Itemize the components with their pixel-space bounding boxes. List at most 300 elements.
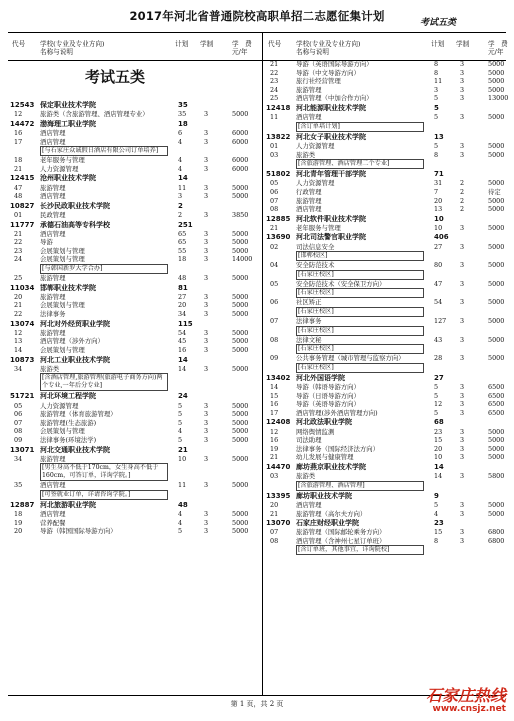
plan-cell: 2: [178, 201, 183, 210]
code-cell: 21: [14, 229, 23, 238]
major-note: [10, 490, 260, 500]
name-cell: 老年服务与管理: [296, 223, 341, 232]
major-row: [10, 510, 260, 519]
fee-cell: 6000: [232, 164, 249, 173]
code-cell: 21: [14, 301, 23, 310]
name-cell: 酒店管理: [40, 137, 66, 146]
plan-cell: 81: [178, 283, 188, 292]
years-cell: 3: [460, 436, 465, 445]
name-cell: 河北旅游职业学院: [40, 500, 96, 509]
code-cell: 11: [270, 113, 279, 122]
plan-cell: 10: [434, 223, 443, 232]
major-note: [10, 146, 260, 156]
major-row: [10, 274, 260, 283]
years-cell: 3: [460, 383, 465, 391]
name-cell: 酒店管理: [40, 229, 66, 238]
school-row: [10, 119, 260, 129]
school-row: [266, 132, 514, 142]
name-cell: 旅行社经营管理: [296, 77, 341, 86]
fee-cell: 5000: [488, 298, 505, 307]
fee-cell: 5800: [488, 472, 505, 481]
major-row: [266, 69, 514, 78]
years-cell: 3: [204, 156, 209, 165]
name-cell: 会展策划与管理: [40, 346, 85, 354]
plan-cell: 11: [434, 77, 443, 86]
major-note: [10, 463, 260, 481]
code-cell: 12543: [10, 101, 35, 109]
plan-cell: 35: [178, 101, 188, 109]
major-row: [266, 453, 514, 462]
name-cell: 旅游管理: [40, 183, 66, 192]
left-header: [10, 38, 260, 60]
major-row: [266, 261, 514, 270]
school-row: [10, 445, 260, 455]
years-cell: 3: [460, 453, 465, 462]
name-cell: 酒店管理（涉外方向）: [40, 337, 104, 346]
fee-cell: 6800: [488, 536, 505, 545]
name-cell: 旅游管理: [40, 274, 66, 283]
major-row: [266, 298, 514, 307]
code-cell: 11034: [10, 283, 35, 292]
code-cell: 19: [14, 518, 23, 527]
fee-cell: 5000: [488, 317, 505, 326]
name-cell: 导游（韩语导游方向）: [296, 383, 360, 391]
code-cell: 10873: [10, 355, 35, 364]
plan-cell: 11: [178, 183, 187, 192]
name-cell: 河北女子职业技术学院: [296, 132, 366, 141]
code-cell: 20: [14, 527, 23, 536]
name-cell: 法律事务: [40, 310, 66, 319]
plan-cell: 5: [178, 435, 183, 444]
major-note: [266, 326, 514, 336]
major-row: [266, 94, 514, 103]
years-cell: 3: [460, 60, 465, 68]
major-row: [266, 179, 514, 188]
fee-cell: 5000: [488, 453, 505, 462]
major-note: [266, 344, 514, 354]
years-cell: 3: [204, 301, 209, 310]
major-row: [266, 392, 514, 401]
fee-cell: 5000: [488, 85, 505, 94]
code-cell: 05: [270, 279, 279, 288]
note-text: [石家庄校区]: [296, 288, 424, 298]
major-note: [10, 373, 260, 391]
note-text: [石家庄校区]: [296, 344, 424, 354]
name-cell: 法律文秘: [296, 335, 322, 344]
code-cell: 13402: [266, 373, 291, 382]
fee-cell: 5000: [488, 205, 505, 214]
plan-cell: 48: [178, 274, 187, 283]
left-column: [10, 38, 260, 536]
major-row: [10, 427, 260, 436]
school-row: [10, 391, 260, 401]
major-note: [266, 545, 514, 555]
years-cell: 3: [460, 536, 465, 545]
header-major-sub: 名称与说明: [296, 48, 329, 56]
plan-cell: 3: [178, 192, 183, 201]
plan-cell: 10: [434, 453, 443, 462]
plan-cell: 65: [178, 238, 187, 247]
name-cell: 承德石油高等专科学校: [40, 220, 110, 229]
plan-cell: 13: [434, 132, 444, 141]
fee-cell: 5000: [232, 274, 249, 283]
fee-cell: 5000: [232, 292, 249, 301]
years-cell: 3: [204, 110, 209, 119]
plan-cell: 5: [178, 527, 183, 536]
years-cell: 3: [204, 518, 209, 527]
name-cell: 旅游类: [296, 150, 316, 159]
fee-cell: 6800: [488, 528, 505, 537]
fee-cell: 5000: [232, 301, 249, 310]
name-cell: 司法信息安全: [296, 242, 335, 251]
header-fee-unit: 元/年: [232, 48, 248, 56]
plan-cell: 2: [178, 210, 183, 219]
name-cell: 社区矫正: [296, 298, 322, 307]
code-cell: 21: [270, 509, 279, 518]
fee-cell: 6500: [488, 400, 505, 409]
code-cell: 34: [14, 454, 23, 463]
name-cell: 酒店管理（含神州七星订单班）: [296, 536, 386, 545]
major-note: [266, 481, 514, 491]
major-row: [10, 238, 260, 247]
code-cell: 16: [270, 400, 279, 409]
years-cell: 3: [460, 472, 465, 481]
fee-cell: 6000: [232, 156, 249, 165]
code-cell: 06: [270, 187, 279, 196]
code-cell: 07: [270, 317, 279, 326]
major-row: [266, 472, 514, 481]
name-cell: 导游（日语导游方向）: [296, 391, 360, 400]
code-cell: 15: [270, 391, 279, 400]
column-divider: [262, 32, 263, 695]
name-cell: 老年服务与管理: [40, 156, 85, 165]
code-cell: 12408: [266, 418, 291, 427]
years-cell: 3: [460, 354, 465, 363]
fee-cell: 5000: [488, 261, 505, 270]
major-row: [10, 402, 260, 411]
plan-cell: 4: [178, 427, 183, 436]
plan-cell: 115: [178, 319, 193, 328]
fee-cell: 6500: [488, 408, 505, 417]
plan-cell: 15: [434, 436, 443, 445]
plan-cell: 23: [434, 519, 444, 528]
years-cell: 3: [460, 94, 465, 103]
code-cell: 14470: [266, 462, 291, 471]
note-text: [石家庄校区]: [296, 270, 424, 280]
code-cell: 05: [14, 401, 23, 410]
fee-cell: 5000: [488, 335, 505, 344]
plan-cell: 4: [434, 509, 439, 518]
plan-cell: 10: [178, 454, 187, 463]
years-cell: 3: [204, 229, 209, 238]
plan-cell: 21: [178, 445, 188, 454]
plan-cell: 35: [178, 110, 187, 119]
school-row: [10, 201, 260, 211]
note-text: [石家庄校区]: [296, 363, 424, 373]
school-row: [266, 417, 514, 427]
header-plan: 计划: [431, 40, 445, 48]
years-cell: 3: [460, 317, 465, 326]
school-row: [10, 319, 260, 329]
major-row: [10, 527, 260, 536]
plan-cell: 18: [178, 255, 187, 264]
fee-cell: 5000: [232, 435, 249, 444]
name-cell: 酒店管理(涉外酒店管理方向): [296, 408, 378, 417]
code-cell: 08: [270, 335, 279, 344]
code-cell: 18: [14, 156, 23, 165]
major-row: [266, 151, 514, 160]
right-header: [266, 38, 514, 60]
major-row: [10, 192, 260, 201]
name-cell: 酒店管理: [40, 128, 66, 137]
major-row: [266, 501, 514, 510]
major-row: [266, 528, 514, 537]
major-row: [10, 481, 260, 490]
page-footer: 第 1 页，共 2 页: [230, 700, 284, 708]
note-text: [含订单班，其他事宜，详询院校]: [296, 545, 424, 555]
name-cell: 酒店管理: [40, 481, 66, 490]
name-cell: 会展策划与管理: [40, 301, 85, 310]
name-cell: 旅游管理: [40, 328, 66, 337]
name-cell: 河北司法警官职业学院: [296, 233, 366, 242]
years-cell: 3: [460, 141, 465, 150]
name-cell: 廊坊职业技术学院: [296, 491, 352, 500]
plan-cell: 23: [434, 427, 443, 436]
fee-cell: 5000: [232, 418, 249, 427]
years-cell: 3: [204, 128, 209, 137]
name-cell: 河北工业职业技术学院: [40, 355, 110, 364]
code-cell: 22: [14, 310, 23, 319]
code-cell: 01: [270, 141, 279, 150]
plan-cell: 12: [434, 400, 443, 409]
years-cell: 2: [460, 187, 465, 196]
plan-cell: 13: [434, 205, 443, 214]
code-cell: 13: [14, 337, 23, 346]
note-text: [石家庄校区]: [296, 326, 424, 336]
years-cell: 3: [460, 427, 465, 436]
plan-cell: 54: [434, 298, 443, 307]
plan-cell: 9: [434, 491, 439, 500]
fee-cell: 5000: [232, 410, 249, 419]
header-major-sub: 名称与说明: [40, 48, 73, 56]
header-fee: 学 费: [488, 40, 508, 48]
years-cell: 3: [460, 528, 465, 537]
major-row: [10, 455, 260, 464]
name-cell: 酒店管理（中加合作方向）: [296, 94, 373, 103]
plan-cell: 80: [434, 261, 443, 270]
code-cell: 24: [14, 255, 23, 264]
plan-cell: 10: [434, 214, 444, 223]
name-cell: 安全防范技术: [296, 261, 335, 270]
code-cell: 12: [14, 110, 23, 119]
page-title: 2017年河北省普通院校高职单招二志愿征集计划: [129, 9, 385, 23]
name-cell: 旅游管理(生态旅游): [40, 418, 97, 427]
code-cell: 13071: [10, 445, 35, 454]
code-cell: 13690: [266, 233, 291, 242]
years-cell: 3: [204, 427, 209, 436]
code-cell: 16: [270, 436, 279, 445]
plan-cell: 406: [434, 233, 449, 242]
note-text: [石家庄校区]: [296, 307, 424, 317]
years-cell: 3: [460, 408, 465, 417]
header-years: 学制: [456, 40, 470, 48]
name-cell: 河北政法职业学院: [296, 418, 352, 427]
years-cell: 3: [460, 298, 465, 307]
category-tag: 考试五类: [419, 18, 456, 28]
fee-cell: 5000: [232, 183, 249, 192]
years-cell: 3: [204, 192, 209, 201]
major-row: [266, 205, 514, 214]
code-cell: 07: [14, 418, 23, 427]
major-row: [266, 113, 514, 122]
major-row: [266, 354, 514, 363]
fee-cell: 5000: [488, 150, 505, 159]
major-row: [266, 224, 514, 233]
top-rule: [8, 32, 506, 33]
code-cell: 07: [270, 528, 279, 537]
note-text: [含酒店管理,旅游管理(旅游电子商务方向)两个专业,一年后分专业]: [40, 373, 168, 391]
name-cell: 旅游管理（体育旅游管理）: [40, 410, 117, 419]
fee-cell: 3850: [232, 210, 249, 219]
header-plan: 计划: [175, 40, 189, 48]
plan-cell: 18: [178, 119, 188, 128]
plan-cell: 68: [434, 418, 444, 427]
code-cell: 12418: [266, 103, 291, 112]
school-row: [266, 232, 514, 242]
major-row: [10, 138, 260, 147]
years-cell: 3: [204, 454, 209, 463]
name-cell: 民政管理: [40, 210, 66, 219]
name-cell: 邯郸职业技术学院: [40, 283, 96, 292]
fee-cell: 5000: [488, 509, 505, 518]
plan-cell: 43: [434, 335, 443, 344]
fee-cell: 5000: [488, 68, 505, 77]
name-cell: 旅游类: [296, 472, 316, 481]
plan-cell: 45: [178, 337, 187, 346]
major-row: [10, 519, 260, 528]
name-cell: 河北外国语学院: [296, 373, 345, 382]
years-cell: 3: [460, 68, 465, 77]
name-cell: 网络舆情监测: [296, 427, 335, 436]
years-cell: 3: [204, 418, 209, 427]
fee-cell: 5000: [488, 427, 505, 436]
plan-cell: 14: [434, 462, 444, 471]
years-cell: 3: [460, 509, 465, 518]
name-cell: 营养配餐: [40, 518, 66, 527]
name-cell: 会展策划与管理: [40, 246, 85, 255]
plan-cell: 54: [178, 328, 187, 337]
fee-cell: 5000: [488, 223, 505, 232]
name-cell: 旅游管理: [296, 85, 322, 94]
plan-cell: 7: [434, 187, 439, 196]
plan-cell: 5: [178, 401, 183, 410]
plan-cell: 5: [434, 103, 439, 112]
major-row: [10, 337, 260, 346]
code-cell: 09: [270, 354, 279, 363]
plan-cell: 14: [434, 472, 443, 481]
fee-cell: 6000: [232, 137, 249, 146]
plan-cell: 20: [434, 444, 443, 453]
code-cell: 07: [270, 196, 279, 205]
code-cell: 35: [14, 481, 23, 490]
major-note: [266, 363, 514, 373]
code-cell: 51721: [10, 392, 35, 401]
plan-cell: 27: [434, 373, 444, 382]
school-row: [10, 283, 260, 293]
code-cell: 14472: [10, 119, 35, 128]
plan-cell: 14: [178, 355, 188, 364]
plan-cell: 5: [434, 408, 439, 417]
code-cell: 22: [14, 238, 23, 247]
code-cell: 20: [270, 500, 279, 509]
plan-cell: 47: [434, 279, 443, 288]
plan-cell: 55: [178, 246, 187, 255]
header-fee-unit: 元/年: [488, 48, 504, 56]
years-cell: 3: [460, 444, 465, 453]
name-cell: 安全防范技术（安全保卫方向）: [296, 279, 386, 288]
note-text: [男生身高不低于170cm，女生身高不低于160cm，可答订单，详询学院。]: [40, 463, 168, 481]
school-row: [266, 518, 514, 528]
school-row: [10, 500, 260, 510]
fee-cell: 5000: [232, 527, 249, 536]
fee-cell: 5000: [232, 310, 249, 319]
plan-cell: 5: [178, 418, 183, 427]
major-row: [10, 211, 260, 220]
major-row: [10, 346, 260, 355]
plan-cell: 5: [434, 383, 439, 391]
plan-cell: 4: [178, 137, 183, 146]
fee-cell: 5000: [488, 242, 505, 251]
fee-cell: 6500: [488, 391, 505, 400]
note-text: [含订单培计划]: [296, 122, 424, 132]
code-cell: 24: [270, 85, 279, 94]
plan-cell: 8: [434, 536, 439, 545]
name-cell: 长沙民政职业技术学院: [40, 201, 110, 210]
code-cell: 13395: [266, 491, 291, 500]
major-row: [10, 156, 260, 165]
fee-cell: 5000: [232, 454, 249, 463]
major-row: [10, 184, 260, 193]
major-note: [266, 307, 514, 317]
years-cell: 3: [204, 510, 209, 519]
header-years: 学制: [200, 40, 214, 48]
code-cell: 03: [270, 150, 279, 159]
header-major: 学校(专业及专业方向): [296, 40, 361, 48]
plan-cell: 4: [178, 510, 183, 519]
school-row: [266, 214, 514, 224]
major-row: [266, 60, 514, 69]
major-row: [266, 400, 514, 409]
site-logo: [426, 683, 506, 714]
code-cell: 12: [14, 328, 23, 337]
plan-cell: 5: [434, 94, 439, 103]
plan-cell: 20: [178, 301, 187, 310]
plan-cell: 5: [434, 113, 439, 122]
name-cell: 保定职业技术学院: [40, 101, 96, 109]
name-cell: 河北青年管理干部学院: [296, 170, 366, 179]
major-note: [266, 270, 514, 280]
major-row: [266, 188, 514, 197]
fee-cell: 5000: [232, 238, 249, 247]
name-cell: 会展策划与管理: [40, 255, 85, 264]
code-cell: 48: [14, 192, 23, 201]
code-cell: 21: [270, 223, 279, 232]
section-title: 考试五类: [84, 68, 145, 86]
plan-cell: 28: [434, 354, 443, 363]
plan-cell: 251: [178, 220, 193, 229]
code-cell: 25: [270, 94, 279, 103]
plan-cell: 71: [434, 170, 444, 179]
